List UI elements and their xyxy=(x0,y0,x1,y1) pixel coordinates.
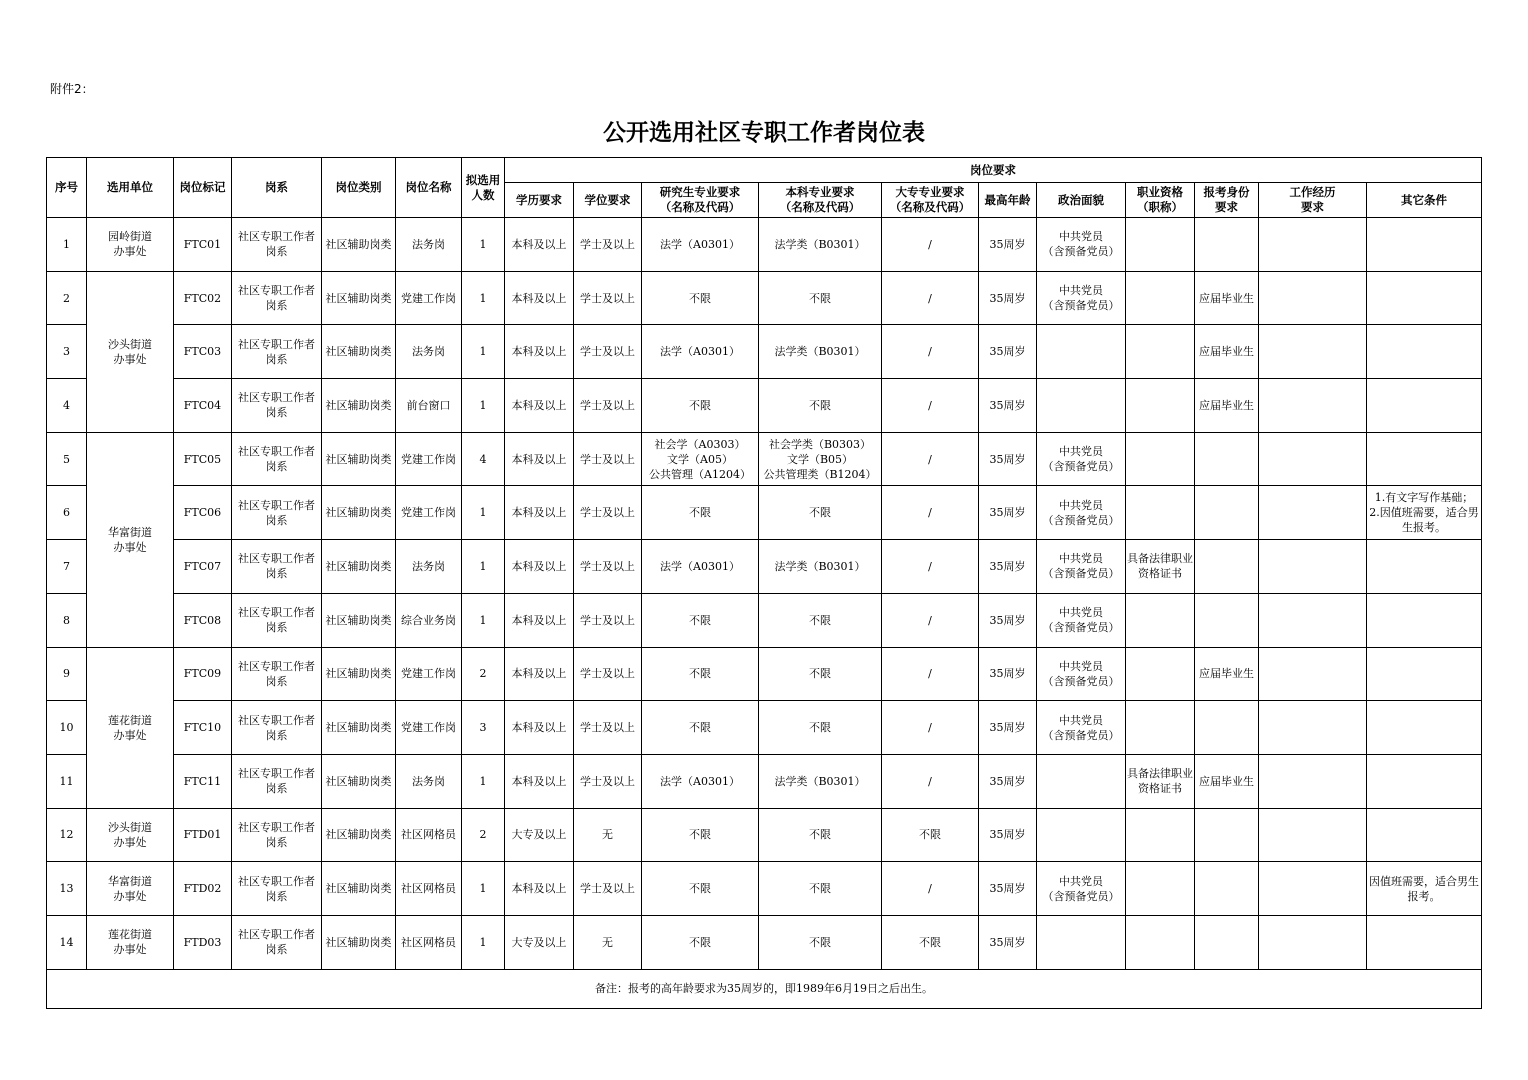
table-row xyxy=(47,701,1482,755)
cell-post-name: 党建工作岗 xyxy=(396,701,462,755)
cell-seq: 1 xyxy=(47,218,87,272)
header-identity: 报考身份 要求 xyxy=(1195,183,1259,218)
cell-identity xyxy=(1195,432,1259,486)
cell-code: FTC11 xyxy=(174,754,232,808)
cell-other xyxy=(1367,271,1482,325)
cell-education: 本科及以上 xyxy=(505,271,574,325)
cell-college-major: / xyxy=(882,862,979,916)
cell-max-age: 35周岁 xyxy=(979,593,1037,647)
cell-ug-major: 不限 xyxy=(759,647,882,701)
cell-series: 社区专职工作者岗系 xyxy=(232,432,322,486)
cell-count: 1 xyxy=(462,540,505,594)
cell-ug-major: 不限 xyxy=(759,701,882,755)
cell-count: 2 xyxy=(462,808,505,862)
cell-qualification xyxy=(1126,701,1195,755)
cell-ug-major: 法学类（B0301） xyxy=(759,325,882,379)
cell-education: 本科及以上 xyxy=(505,701,574,755)
cell-count: 1 xyxy=(462,325,505,379)
table-row xyxy=(47,915,1482,969)
cell-degree: 学士及以上 xyxy=(574,432,642,486)
cell-qualification xyxy=(1126,862,1195,916)
cell-grad-major: 不限 xyxy=(642,647,759,701)
cell-code: FTC08 xyxy=(174,593,232,647)
cell-code: FTC07 xyxy=(174,540,232,594)
cell-degree: 学士及以上 xyxy=(574,754,642,808)
cell-series: 社区专职工作者岗系 xyxy=(232,754,322,808)
cell-max-age: 35周岁 xyxy=(979,271,1037,325)
cell-category: 社区辅助岗类 xyxy=(322,808,396,862)
cell-political: 中共党员 （含预备党员） xyxy=(1037,486,1126,540)
cell-degree: 学士及以上 xyxy=(574,325,642,379)
cell-category: 社区辅助岗类 xyxy=(322,593,396,647)
table-row xyxy=(47,754,1482,808)
cell-education: 本科及以上 xyxy=(505,593,574,647)
cell-ug-major: 法学类（B0301） xyxy=(759,218,882,272)
cell-series: 社区专职工作者岗系 xyxy=(232,915,322,969)
cell-education: 大专及以上 xyxy=(505,808,574,862)
cell-grad-major: 法学（A0301） xyxy=(642,218,759,272)
cell-ug-major: 不限 xyxy=(759,379,882,433)
cell-ug-major: 法学类（B0301） xyxy=(759,540,882,594)
header-unit: 选用单位 xyxy=(87,158,174,218)
cell-qualification xyxy=(1126,593,1195,647)
cell-experience xyxy=(1259,218,1367,272)
cell-category: 社区辅助岗类 xyxy=(322,486,396,540)
cell-seq: 10 xyxy=(47,701,87,755)
cell-other xyxy=(1367,647,1482,701)
cell-college-major: / xyxy=(882,647,979,701)
cell-other xyxy=(1367,808,1482,862)
header-education: 学历要求 xyxy=(505,183,574,218)
cell-max-age: 35周岁 xyxy=(979,432,1037,486)
cell-post-name: 社区网格员 xyxy=(396,862,462,916)
cell-grad-major: 不限 xyxy=(642,593,759,647)
table-row xyxy=(47,808,1482,862)
cell-experience xyxy=(1259,808,1367,862)
cell-other xyxy=(1367,379,1482,433)
cell-degree: 学士及以上 xyxy=(574,379,642,433)
cell-political: 中共党员 （含预备党员） xyxy=(1037,862,1126,916)
cell-political: 中共党员 （含预备党员） xyxy=(1037,647,1126,701)
cell-grad-major: 不限 xyxy=(642,486,759,540)
cell-other xyxy=(1367,540,1482,594)
cell-count: 3 xyxy=(462,701,505,755)
cell-college-major: / xyxy=(882,325,979,379)
cell-identity xyxy=(1195,218,1259,272)
cell-category: 社区辅助岗类 xyxy=(322,379,396,433)
cell-qualification xyxy=(1126,432,1195,486)
cell-max-age: 35周岁 xyxy=(979,325,1037,379)
cell-code: FTD01 xyxy=(174,808,232,862)
table-row xyxy=(47,593,1482,647)
cell-experience xyxy=(1259,754,1367,808)
cell-max-age: 35周岁 xyxy=(979,218,1037,272)
cell-code: FTC06 xyxy=(174,486,232,540)
cell-college-major: / xyxy=(882,271,979,325)
cell-identity: 应届毕业生 xyxy=(1195,379,1259,433)
cell-seq: 8 xyxy=(47,593,87,647)
cell-college-major: / xyxy=(882,379,979,433)
header-post-name: 岗位名称 xyxy=(396,158,462,218)
cell-code: FTC05 xyxy=(174,432,232,486)
cell-grad-major: 不限 xyxy=(642,915,759,969)
cell-degree: 学士及以上 xyxy=(574,701,642,755)
cell-other: 因值班需要，适合男生报考。 xyxy=(1367,862,1482,916)
table-row xyxy=(47,271,1482,325)
cell-ug-major: 不限 xyxy=(759,271,882,325)
cell-category: 社区辅助岗类 xyxy=(322,701,396,755)
cell-experience xyxy=(1259,271,1367,325)
cell-count: 1 xyxy=(462,593,505,647)
cell-other xyxy=(1367,593,1482,647)
cell-other xyxy=(1367,218,1482,272)
cell-count: 1 xyxy=(462,218,505,272)
cell-series: 社区专职工作者岗系 xyxy=(232,540,322,594)
cell-unit: 沙头街道 办事处 xyxy=(87,271,174,432)
header-experience: 工作经历 要求 xyxy=(1259,183,1367,218)
cell-other: 1.有文字写作基础； 2.因值班需要，适合男生报考。 xyxy=(1367,486,1482,540)
cell-series: 社区专职工作者岗系 xyxy=(232,271,322,325)
cell-other xyxy=(1367,915,1482,969)
cell-max-age: 35周岁 xyxy=(979,486,1037,540)
header-other: 其它条件 xyxy=(1367,183,1482,218)
cell-grad-major: 法学（A0301） xyxy=(642,754,759,808)
cell-ug-major: 法学类（B0301） xyxy=(759,754,882,808)
cell-max-age: 35周岁 xyxy=(979,540,1037,594)
cell-count: 2 xyxy=(462,647,505,701)
cell-category: 社区辅助岗类 xyxy=(322,432,396,486)
cell-code: FTD03 xyxy=(174,915,232,969)
header-seq: 序号 xyxy=(47,158,87,218)
cell-category: 社区辅助岗类 xyxy=(322,647,396,701)
cell-seq: 7 xyxy=(47,540,87,594)
cell-code: FTD02 xyxy=(174,862,232,916)
cell-post-name: 党建工作岗 xyxy=(396,647,462,701)
cell-experience xyxy=(1259,862,1367,916)
cell-degree: 学士及以上 xyxy=(574,862,642,916)
cell-code: FTC04 xyxy=(174,379,232,433)
cell-post-name: 综合业务岗 xyxy=(396,593,462,647)
cell-ug-major: 不限 xyxy=(759,593,882,647)
cell-code: FTC03 xyxy=(174,325,232,379)
cell-ug-major: 社会学类（B0303） 文学（B05） 公共管理类（B1204） xyxy=(759,432,882,486)
cell-code: FTC10 xyxy=(174,701,232,755)
cell-max-age: 35周岁 xyxy=(979,647,1037,701)
cell-degree: 学士及以上 xyxy=(574,271,642,325)
cell-political: 中共党员 （含预备党员） xyxy=(1037,593,1126,647)
cell-count: 1 xyxy=(462,754,505,808)
cell-post-name: 社区网格员 xyxy=(396,808,462,862)
cell-series: 社区专职工作者岗系 xyxy=(232,379,322,433)
table-row xyxy=(47,540,1482,594)
cell-ug-major: 不限 xyxy=(759,808,882,862)
header-category: 岗位类别 xyxy=(322,158,396,218)
cell-identity xyxy=(1195,862,1259,916)
cell-education: 本科及以上 xyxy=(505,540,574,594)
cell-series: 社区专职工作者岗系 xyxy=(232,808,322,862)
cell-series: 社区专职工作者岗系 xyxy=(232,647,322,701)
cell-qualification xyxy=(1126,379,1195,433)
cell-seq: 13 xyxy=(47,862,87,916)
cell-max-age: 35周岁 xyxy=(979,754,1037,808)
cell-grad-major: 不限 xyxy=(642,862,759,916)
cell-college-major: / xyxy=(882,701,979,755)
cell-max-age: 35周岁 xyxy=(979,379,1037,433)
cell-other xyxy=(1367,701,1482,755)
cell-education: 本科及以上 xyxy=(505,647,574,701)
cell-grad-major: 法学（A0301） xyxy=(642,540,759,594)
cell-post-name: 法务岗 xyxy=(396,325,462,379)
cell-college-major: / xyxy=(882,486,979,540)
cell-degree: 学士及以上 xyxy=(574,593,642,647)
cell-count: 1 xyxy=(462,862,505,916)
cell-seq: 3 xyxy=(47,325,87,379)
cell-count: 1 xyxy=(462,915,505,969)
cell-unit: 华富街道 办事处 xyxy=(87,862,174,916)
cell-qualification xyxy=(1126,647,1195,701)
cell-political xyxy=(1037,915,1126,969)
cell-political: 中共党员 （含预备党员） xyxy=(1037,540,1126,594)
cell-max-age: 35周岁 xyxy=(979,862,1037,916)
header-requirements-group: 岗位要求 xyxy=(505,158,1482,183)
cell-qualification: 具备法律职业资格证书 xyxy=(1126,540,1195,594)
cell-series: 社区专职工作者岗系 xyxy=(232,325,322,379)
cell-political: 中共党员 （含预备党员） xyxy=(1037,218,1126,272)
table-row xyxy=(47,647,1482,701)
cell-series: 社区专职工作者岗系 xyxy=(232,218,322,272)
cell-seq: 2 xyxy=(47,271,87,325)
cell-education: 本科及以上 xyxy=(505,486,574,540)
cell-unit: 莲花街道 办事处 xyxy=(87,647,174,808)
cell-experience xyxy=(1259,486,1367,540)
cell-post-name: 党建工作岗 xyxy=(396,486,462,540)
cell-grad-major: 不限 xyxy=(642,808,759,862)
header-max-age: 最高年龄 xyxy=(979,183,1037,218)
cell-political xyxy=(1037,808,1126,862)
cell-category: 社区辅助岗类 xyxy=(322,862,396,916)
cell-experience xyxy=(1259,379,1367,433)
cell-identity: 应届毕业生 xyxy=(1195,647,1259,701)
table-row xyxy=(47,218,1482,272)
cell-college-major: / xyxy=(882,218,979,272)
cell-post-name: 法务岗 xyxy=(396,754,462,808)
cell-unit: 沙头街道 办事处 xyxy=(87,808,174,862)
cell-college-major: 不限 xyxy=(882,808,979,862)
cell-qualification xyxy=(1126,325,1195,379)
cell-identity: 应届毕业生 xyxy=(1195,271,1259,325)
cell-unit: 莲花街道 办事处 xyxy=(87,915,174,969)
cell-qualification xyxy=(1126,915,1195,969)
cell-college-major: 不限 xyxy=(882,915,979,969)
cell-experience xyxy=(1259,432,1367,486)
cell-seq: 12 xyxy=(47,808,87,862)
cell-grad-major: 社会学（A0303） 文学（A05） 公共管理（A1204） xyxy=(642,432,759,486)
cell-seq: 11 xyxy=(47,754,87,808)
cell-political: 中共党员 （含预备党员） xyxy=(1037,432,1126,486)
cell-grad-major: 法学（A0301） xyxy=(642,325,759,379)
cell-qualification: 具备法律职业资格证书 xyxy=(1126,754,1195,808)
cell-category: 社区辅助岗类 xyxy=(322,271,396,325)
header-ug-major: 本科专业要求 （名称及代码） xyxy=(759,183,882,218)
cell-qualification xyxy=(1126,808,1195,862)
cell-education: 本科及以上 xyxy=(505,218,574,272)
cell-identity xyxy=(1195,486,1259,540)
cell-post-name: 前台窗口 xyxy=(396,379,462,433)
cell-other xyxy=(1367,754,1482,808)
cell-experience xyxy=(1259,647,1367,701)
cell-degree: 无 xyxy=(574,808,642,862)
cell-college-major: / xyxy=(882,754,979,808)
table-row xyxy=(47,379,1482,433)
cell-grad-major: 不限 xyxy=(642,701,759,755)
cell-post-name: 党建工作岗 xyxy=(396,271,462,325)
cell-education: 本科及以上 xyxy=(505,379,574,433)
cell-code: FTC02 xyxy=(174,271,232,325)
cell-seq: 5 xyxy=(47,432,87,486)
cell-category: 社区辅助岗类 xyxy=(322,325,396,379)
cell-experience xyxy=(1259,593,1367,647)
cell-post-name: 法务岗 xyxy=(396,218,462,272)
cell-education: 本科及以上 xyxy=(505,862,574,916)
cell-degree: 学士及以上 xyxy=(574,540,642,594)
cell-post-name: 社区网格员 xyxy=(396,915,462,969)
header-grad-major: 研究生专业要求 （名称及代码） xyxy=(642,183,759,218)
cell-category: 社区辅助岗类 xyxy=(322,218,396,272)
cell-category: 社区辅助岗类 xyxy=(322,915,396,969)
cell-grad-major: 不限 xyxy=(642,271,759,325)
cell-ug-major: 不限 xyxy=(759,486,882,540)
positions-table xyxy=(46,157,1482,1009)
cell-qualification xyxy=(1126,218,1195,272)
page-title: 公开选用社区专职工作者岗位表 xyxy=(603,119,925,146)
cell-count: 1 xyxy=(462,271,505,325)
header-political: 政治面貌 xyxy=(1037,183,1126,218)
cell-political xyxy=(1037,379,1126,433)
cell-other xyxy=(1367,432,1482,486)
cell-grad-major: 不限 xyxy=(642,379,759,433)
cell-political xyxy=(1037,325,1126,379)
cell-unit: 园岭街道 办事处 xyxy=(87,218,174,272)
cell-series: 社区专职工作者岗系 xyxy=(232,701,322,755)
cell-identity xyxy=(1195,701,1259,755)
cell-identity xyxy=(1195,808,1259,862)
cell-political xyxy=(1037,754,1126,808)
table-note: 备注：报考的高年龄要求为35周岁的，即1989年6月19日之后出生。 xyxy=(47,969,1482,1008)
cell-identity xyxy=(1195,593,1259,647)
cell-degree: 学士及以上 xyxy=(574,486,642,540)
table-body xyxy=(47,218,1482,970)
cell-identity xyxy=(1195,915,1259,969)
table-row xyxy=(47,862,1482,916)
cell-experience xyxy=(1259,540,1367,594)
cell-college-major: / xyxy=(882,540,979,594)
cell-code: FTC01 xyxy=(174,218,232,272)
table-row xyxy=(47,325,1482,379)
header-series: 岗系 xyxy=(232,158,322,218)
cell-education: 本科及以上 xyxy=(505,432,574,486)
cell-count: 1 xyxy=(462,486,505,540)
cell-post-name: 党建工作岗 xyxy=(396,432,462,486)
attachment-label: 附件2： xyxy=(50,82,94,96)
cell-seq: 9 xyxy=(47,647,87,701)
cell-experience xyxy=(1259,915,1367,969)
cell-political: 中共党员 （含预备党员） xyxy=(1037,701,1126,755)
cell-education: 本科及以上 xyxy=(505,325,574,379)
cell-count: 4 xyxy=(462,432,505,486)
cell-political: 中共党员 （含预备党员） xyxy=(1037,271,1126,325)
table-row xyxy=(47,486,1482,540)
cell-college-major: / xyxy=(882,593,979,647)
cell-other xyxy=(1367,325,1482,379)
cell-series: 社区专职工作者岗系 xyxy=(232,486,322,540)
header-count: 拟选用人数 xyxy=(462,158,505,218)
table-row xyxy=(47,432,1482,486)
cell-qualification xyxy=(1126,271,1195,325)
cell-seq: 4 xyxy=(47,379,87,433)
cell-identity: 应届毕业生 xyxy=(1195,325,1259,379)
cell-category: 社区辅助岗类 xyxy=(322,540,396,594)
cell-max-age: 35周岁 xyxy=(979,701,1037,755)
cell-experience xyxy=(1259,325,1367,379)
cell-education: 本科及以上 xyxy=(505,754,574,808)
header-college-major: 大专专业要求 （名称及代码） xyxy=(882,183,979,218)
cell-college-major: / xyxy=(882,432,979,486)
cell-code: FTC09 xyxy=(174,647,232,701)
cell-degree: 无 xyxy=(574,915,642,969)
cell-degree: 学士及以上 xyxy=(574,647,642,701)
header-degree: 学位要求 xyxy=(574,183,642,218)
cell-category: 社区辅助岗类 xyxy=(322,754,396,808)
cell-experience xyxy=(1259,701,1367,755)
cell-seq: 14 xyxy=(47,915,87,969)
header-code: 岗位标记 xyxy=(174,158,232,218)
cell-series: 社区专职工作者岗系 xyxy=(232,862,322,916)
cell-post-name: 法务岗 xyxy=(396,540,462,594)
cell-degree: 学士及以上 xyxy=(574,218,642,272)
cell-seq: 6 xyxy=(47,486,87,540)
cell-identity: 应届毕业生 xyxy=(1195,754,1259,808)
cell-series: 社区专职工作者岗系 xyxy=(232,593,322,647)
cell-max-age: 35周岁 xyxy=(979,808,1037,862)
cell-unit: 华富街道 办事处 xyxy=(87,432,174,647)
cell-education: 大专及以上 xyxy=(505,915,574,969)
cell-qualification xyxy=(1126,486,1195,540)
cell-count: 1 xyxy=(462,379,505,433)
cell-ug-major: 不限 xyxy=(759,862,882,916)
cell-max-age: 35周岁 xyxy=(979,915,1037,969)
cell-ug-major: 不限 xyxy=(759,915,882,969)
header-qualification: 职业资格 （职称） xyxy=(1126,183,1195,218)
cell-identity xyxy=(1195,540,1259,594)
